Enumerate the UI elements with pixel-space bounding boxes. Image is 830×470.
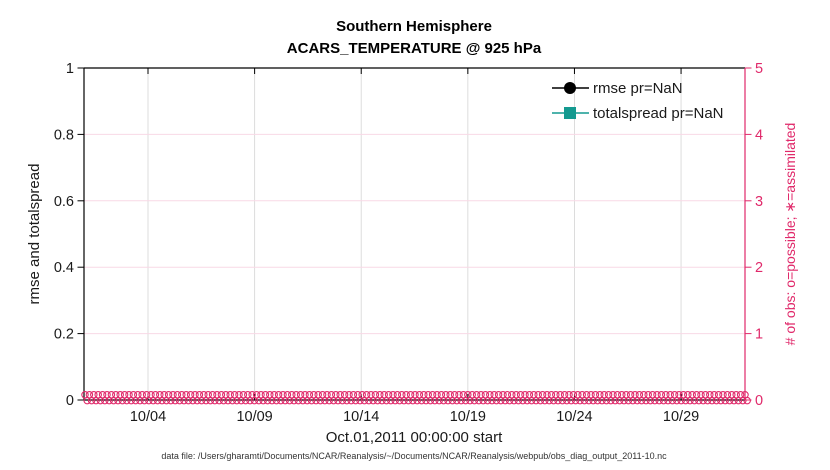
- rmse-marker-icon: [564, 82, 576, 94]
- totalspread-marker-icon: [564, 107, 576, 119]
- y-right-tick-label: 2: [755, 260, 764, 277]
- y-right-tick-label: 1: [755, 326, 764, 343]
- chart-title: Southern Hemisphere: [336, 18, 492, 35]
- legend-entry-rmse: [552, 80, 683, 97]
- x-axis-label: Oct.01,2011 00:00:00 start: [325, 429, 503, 446]
- y-left-tick-label: 0.8: [53, 127, 74, 144]
- y-axis-label-left: rmse and totalspread: [26, 163, 43, 305]
- x-tick-label: 10/24: [556, 409, 593, 425]
- y-left-tick-label: 0: [65, 393, 74, 409]
- legend-label-rmse: rmse pr=NaN: [593, 80, 683, 97]
- y-right-tick-label: 3: [755, 193, 764, 210]
- x-tick-label: 10/14: [343, 409, 380, 425]
- y-left-tick-label: 0.6: [53, 193, 74, 210]
- y-left-tick-label: 0.4: [53, 260, 74, 277]
- legend: [552, 80, 724, 122]
- y-right-tick-label: 4: [755, 127, 764, 144]
- y-left-tick-label: 0.2: [53, 326, 74, 343]
- x-tick-label: 10/09: [236, 409, 273, 425]
- y-right-tick-label: 5: [755, 61, 764, 77]
- chart-subtitle: ACARS_TEMPERATURE @ 925 hPa: [286, 40, 542, 57]
- y-right-tick-label: 0: [755, 393, 764, 409]
- legend-entry-totalspread: [552, 105, 724, 122]
- x-tick-label: 10/29: [662, 409, 700, 425]
- legend-label-totalspread: totalspread pr=NaN: [593, 105, 724, 122]
- x-tick-label: 10/04: [129, 409, 167, 425]
- data-file-caption: data file: /Users/gharamti/Documents/NCAR/Reanalysis/~/Documents/NCAR/Reanalysis/webpub/obs_diag_output_2011-10.nc: [161, 451, 667, 461]
- obs-count-markers: [82, 392, 751, 404]
- y-left-tick-label: 1: [65, 61, 74, 77]
- x-tick-label: 10/19: [449, 409, 486, 425]
- y-axis-label-right: # of obs: o=possible; ∗=assimilated: [782, 122, 798, 346]
